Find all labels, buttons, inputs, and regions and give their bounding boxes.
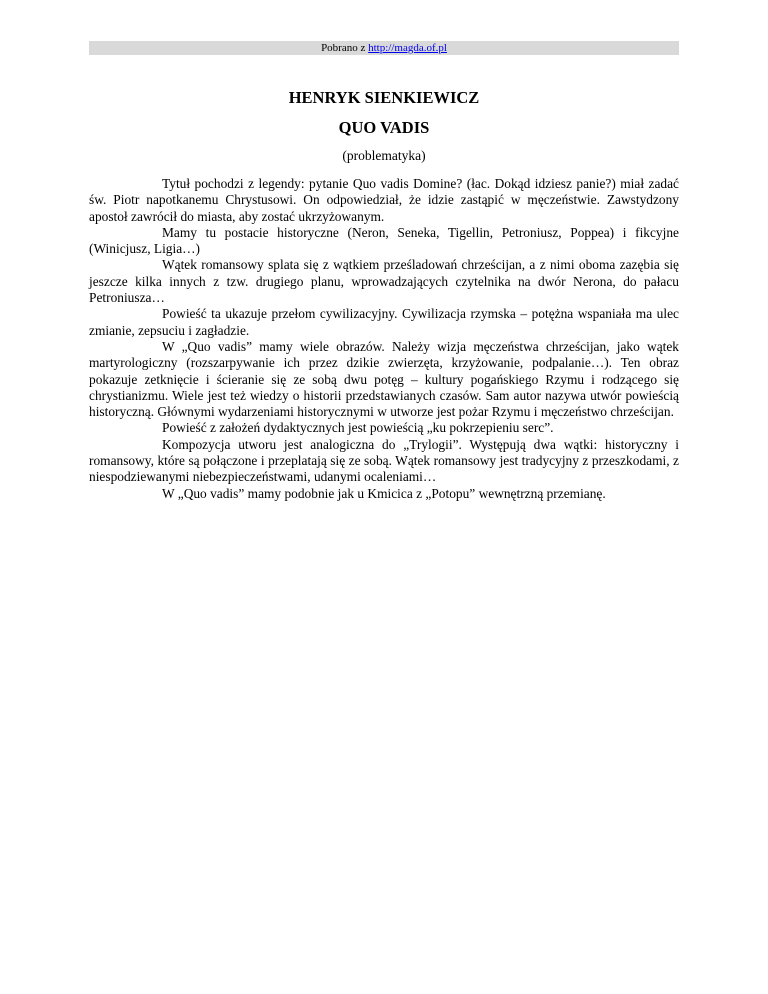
paragraph: W „Quo vadis” mamy podobnie jak u Kmicica z „Potopu” wewnętrzną przemianę. [162,485,606,501]
download-source-bar [89,41,679,55]
document-body [89,176,679,502]
source-link[interactable]: http://magda.of.pl [368,42,447,54]
paragraph: Powieść ta ukazuje przełom cywilizacyjny. Cywilizacja rzymska – potężna wspaniała ma ulec zmianie, zepsuciu i zagładzie. [89,306,679,338]
paragraph: Mamy tu postacie historyczne (Neron, Seneka, Tigellin, Petroniusz, Poppea) i fikcyjne (Winicjusz, Ligia…) [89,224,679,257]
subtitle: (problematyka) [342,148,426,163]
paragraph: Tytuł pochodzi z legendy: pytanie Quo vadis Domine? (łac. Dokąd idziesz panie?) miał zadać św. Piotr napotkanemu Chrystusowi. On odpowiedział, że idzie zastąpić w męczeństwie. Zawstydzony apostoł zawrócił do miasta, aby zostać ukrzyżowanym. [89,176,679,224]
paragraph: Kompozycja utworu jest analogiczna do „Trylogii”. Występują dwa wątki: historyczny i romansowy, które są połączone i przeplatają się ze sobą. Wątek romansowy jest tradycyjny z przeszkodami, z niespodziewanymi niebezpieczeństwami, udanymi ocaleniami… [89,436,679,485]
book-title-heading: QUO VADIS [338,118,430,137]
paragraph: Powieść z założeń dydaktycznych jest powieścią „ku pokrzepieniu serc”. [162,420,554,436]
paragraph: W „Quo vadis” mamy wiele obrazów. Należy wizja męczeństwa chrześcijan, jako wątek martyrologiczny (rozszarpywanie ich przez dzikie zwierzęta, krzyżowanie, podpalanie…). Ten obraz pokazuje zetknięcie i ścieranie się ze sobą dwu potęg – kultury pogańskiego Rzymu i rodzącego się chrystianizmu. Wiele jest też wiedzy o historii przedstawianych czasów. Sam autor nazywa utwór powieścią historyczną. Głównymi wydarzeniami historycznymi w utworze jest pożar Rzymu i męczeństwo chrześcijan. [89,338,679,420]
author-heading: HENRYK SIENKIEWICZ [288,88,480,107]
source-prefix-text: Pobrano z [321,42,369,54]
paragraph: Wątek romansowy splata się z wątkiem prześladowań chrześcijan, a z nimi oboma zazębia się jeszcze kilka innych z tzw. drugiego planu, wprowadzających czytelnika na dwór Nerona, do pałacu Petroniusza… [89,257,679,306]
